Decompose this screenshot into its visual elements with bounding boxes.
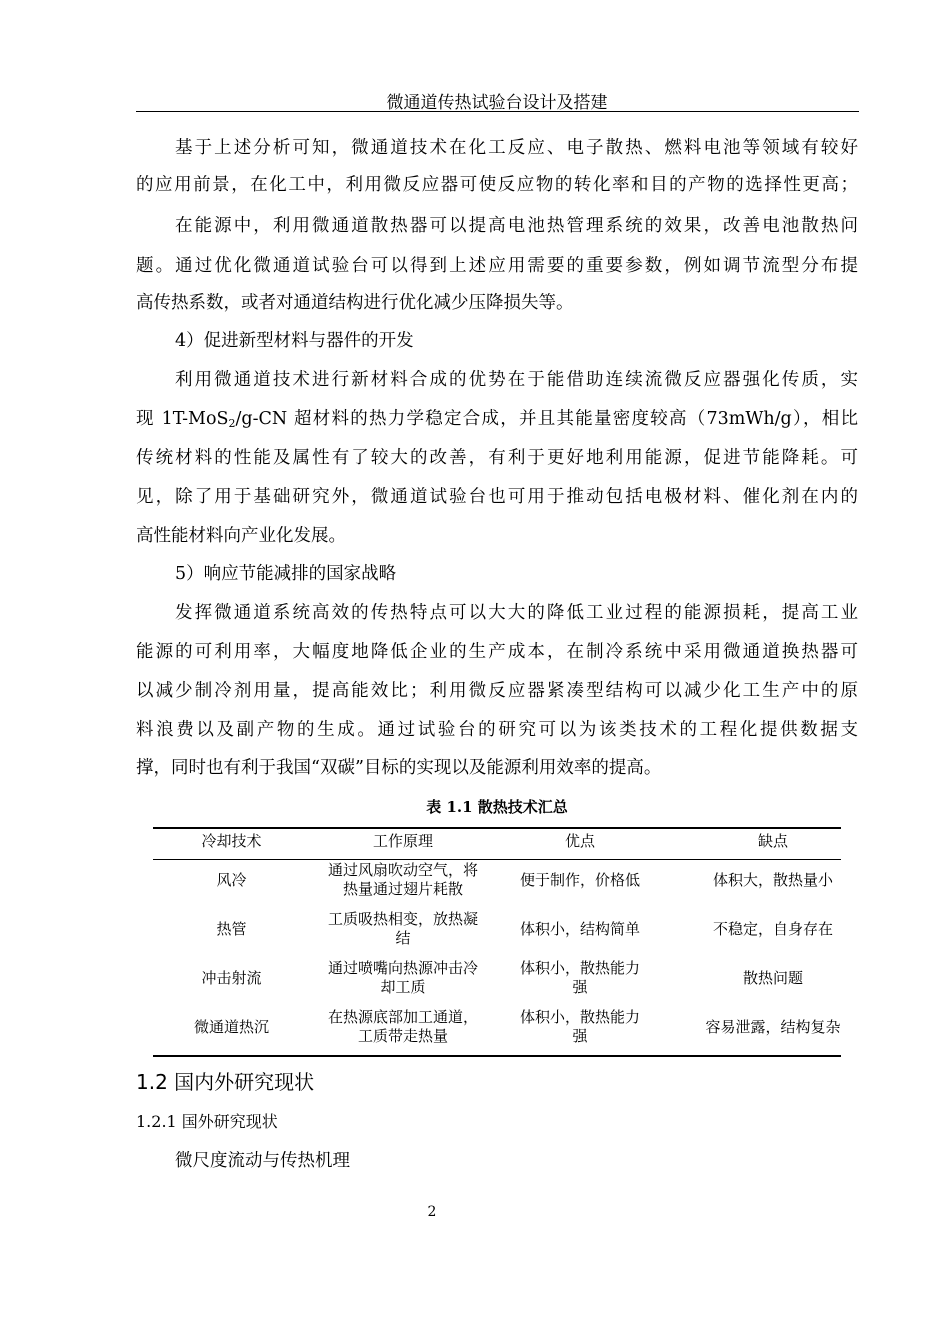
cell-line: 结 xyxy=(395,929,411,947)
table-cell xyxy=(153,871,310,890)
cell-line: 工质吸热相变，放热凝 xyxy=(327,910,478,928)
table-cell xyxy=(500,1008,660,1046)
header-rule xyxy=(136,111,859,112)
text-line: 高传热系数，或者对通道结构进行优化减少压降损失等。 xyxy=(136,293,574,313)
text-line: 5）响应节能减排的国家战略 xyxy=(175,564,397,584)
running-header: 微通道传热试验台设计及搭建 xyxy=(386,93,608,113)
text-line: 发挥微通道系统高效的传热特点可以大大的降低工业过程的能源损耗，提高工业 xyxy=(175,603,858,623)
table-cell xyxy=(500,959,660,997)
table-rule xyxy=(153,859,841,860)
text-line: 高性能材料向产业化发展。 xyxy=(136,526,346,546)
text-line: 传统材料的性能及属性有了较大的改善，有利于更好地利用能源，促进节能降耗。可 xyxy=(136,448,858,468)
text-line: 在能源中，利用微通道散热器可以提高电池热管理系统的效果，改善电池散热问 xyxy=(175,216,858,236)
text-line: 4）促进新型材料与器件的开发 xyxy=(175,331,414,351)
page-number: 2 xyxy=(427,1204,437,1220)
cell-line: 通过风扇吹动空气，将 xyxy=(327,861,478,879)
text-line xyxy=(136,407,858,431)
table-cell xyxy=(310,910,496,948)
cell-line: 体积小，散热能力 xyxy=(519,1008,640,1026)
formula-post: /g-CN 超材料的热力学稳定合成，并且其能量密度较高（73mWh/g），相比 xyxy=(235,409,858,429)
table-cell xyxy=(153,1018,310,1037)
table-header: 工作原理 xyxy=(372,832,433,850)
cell-line: 却工质 xyxy=(380,978,426,996)
table-cell xyxy=(310,1008,496,1046)
cell-line: 在热源底部加工通道， xyxy=(327,1008,478,1026)
table-cell xyxy=(665,920,881,939)
cell-line: 微通道热沉 xyxy=(193,1017,269,1036)
cell-line: 通过喷嘴向热源冲击冷 xyxy=(327,959,478,977)
topic-heading: 微尺度流动与传热机理 xyxy=(175,1151,350,1171)
table-header: 冷却技术 xyxy=(201,832,262,850)
table-cell xyxy=(665,1018,881,1037)
table-header: 优点 xyxy=(564,832,595,850)
cell-line: 冲击射流 xyxy=(201,968,262,987)
table-rule xyxy=(153,1055,841,1057)
cell-line: 不稳定，自身存在 xyxy=(712,919,833,938)
cell-line: 散热问题 xyxy=(742,968,803,987)
cell-line: 风冷 xyxy=(216,870,247,889)
table-cell xyxy=(665,969,881,988)
table-caption: 表 1.1 散热技术汇总 xyxy=(426,798,568,816)
cell-line: 容易泄露，结构复杂 xyxy=(705,1017,841,1036)
cell-line: 体积小，结构简单 xyxy=(519,919,640,938)
table-cell xyxy=(153,969,310,988)
table-cell xyxy=(500,871,660,890)
cell-line: 体积大，散热量小 xyxy=(712,870,833,889)
text-line: 题。通过优化微通道试验台可以得到上述应用需要的重要参数，例如调节流型分布提 xyxy=(136,256,858,276)
text-line: 料浪费以及副产物的生成。通过试验台的研究可以为该类技术的工程化提供数据支 xyxy=(136,720,858,740)
formula-pre: 现 1T-MoS xyxy=(136,409,229,429)
table-cell xyxy=(310,861,496,899)
cell-line: 体积小，散热能力 xyxy=(519,959,640,977)
section-heading: 1.2 国内外研究现状 xyxy=(136,1070,315,1094)
text-line: 利用微通道技术进行新材料合成的优势在于能借助连续流微反应器强化传质，实 xyxy=(175,370,858,390)
cell-line: 便于制作，价格低 xyxy=(519,870,640,889)
text-line: 撑，同时也有利于我国“双碳”目标的实现以及能源利用效率的提高。 xyxy=(136,758,662,778)
text-line: 以减少制冷剂用量，提高能效比；利用微反应器紧凑型结构可以减少化工生产中的原 xyxy=(136,681,858,701)
table-header: 缺点 xyxy=(757,832,788,850)
formula-sub: 2 xyxy=(228,417,236,430)
table-cell xyxy=(310,959,496,997)
table-cell xyxy=(500,920,660,939)
text-line: 基于上述分析可知，微通道技术在化工反应、电子散热、燃料电池等领域有较好 xyxy=(175,138,858,158)
text-line: 的应用前景，在化工中，利用微反应器可使反应物的转化率和目的产物的选择性更高； xyxy=(136,175,858,195)
subsection-heading: 1.2.1 国外研究现状 xyxy=(136,1112,278,1131)
table-cell xyxy=(665,871,881,890)
table-cell xyxy=(153,920,310,939)
text-line: 见，除了用于基础研究外，微通道试验台也可用于推动包括电极材料、催化剂在内的 xyxy=(136,487,858,507)
text-line: 能源的可利用率，大幅度地降低企业的生产成本，在制冷系统中采用微通道换热器可 xyxy=(136,642,858,662)
cell-line: 热量通过翅片耗散 xyxy=(342,880,463,898)
cell-line: 热管 xyxy=(216,919,247,938)
cell-line: 工质带走热量 xyxy=(357,1027,448,1045)
cell-line: 强 xyxy=(572,978,588,996)
cell-line: 强 xyxy=(572,1027,588,1045)
table-rule xyxy=(153,827,841,829)
